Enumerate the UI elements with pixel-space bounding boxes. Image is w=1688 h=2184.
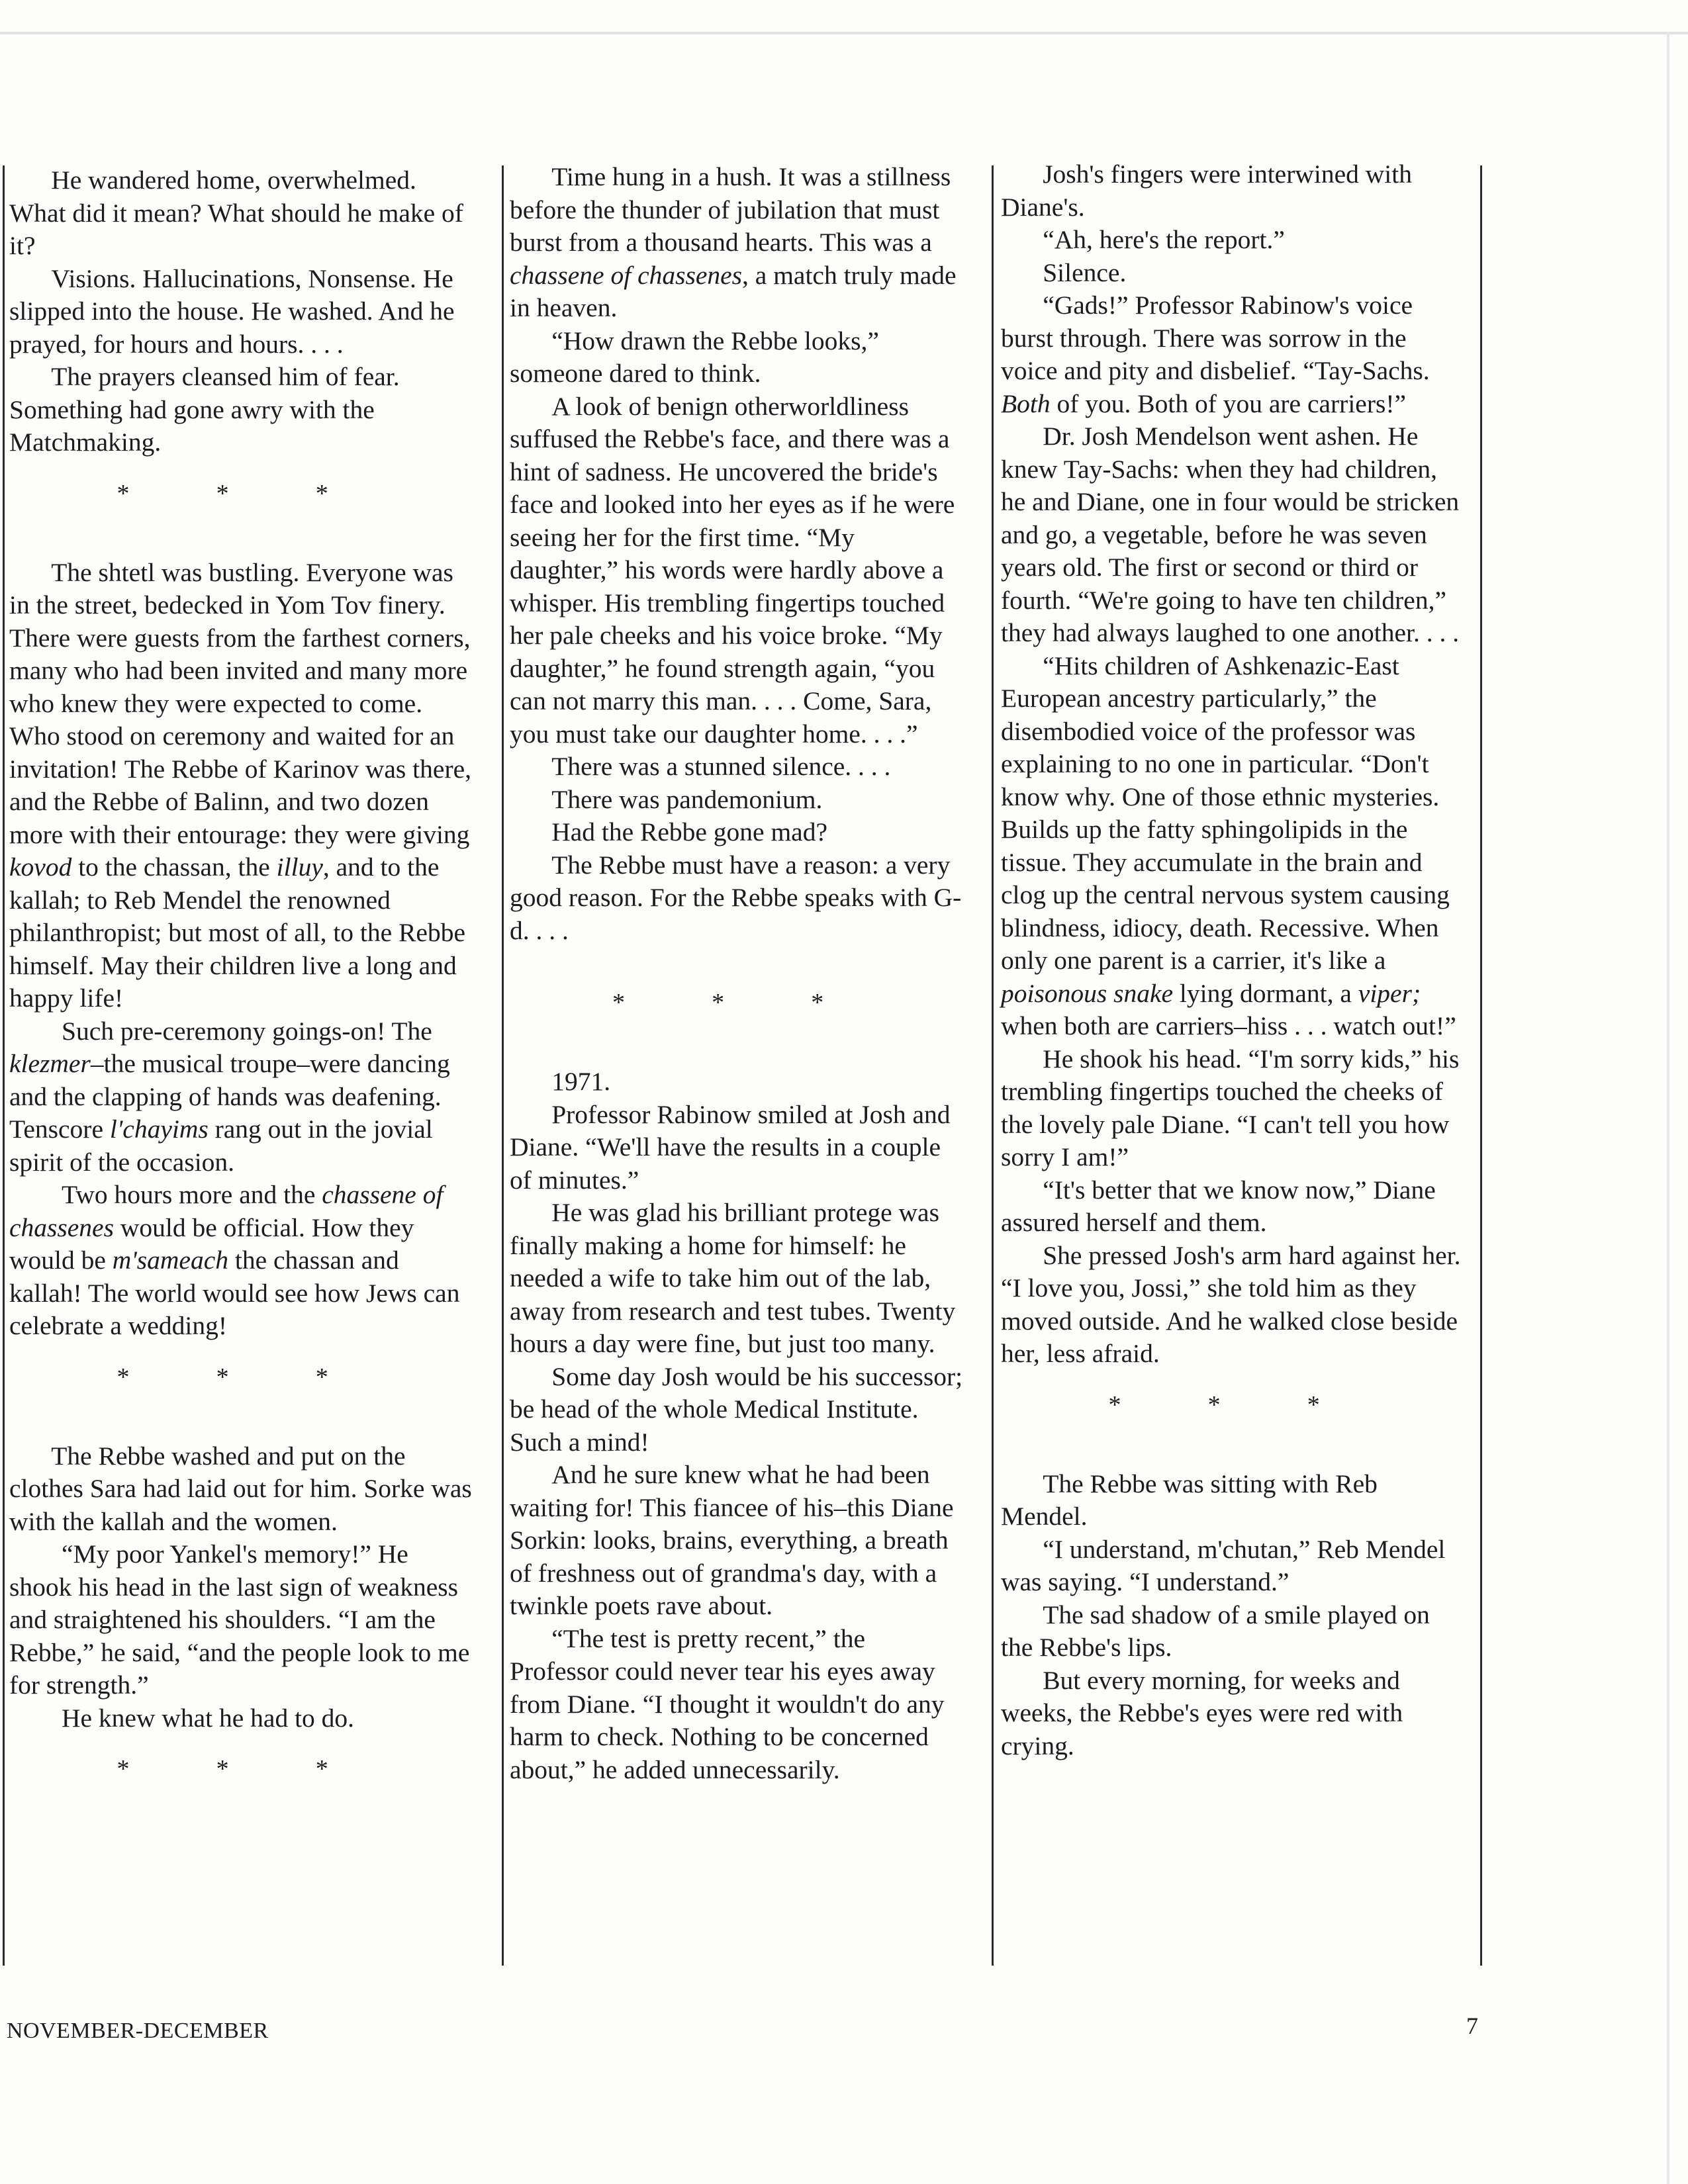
issue-date: NOVEMBER-DECEMBER bbox=[7, 2019, 269, 2043]
paragraph: “How drawn the Rebbe looks,” someone dared to think. bbox=[510, 326, 879, 388]
paragraph: The Rebbe must have a reason: a very good reason. For the Rebbe speaks with G-d. . . . bbox=[510, 850, 962, 945]
text-column-3 bbox=[1001, 158, 1468, 1762]
paragraph: There was pandemonium. bbox=[551, 784, 823, 814]
paragraph: Professor Rabinow smiled at Josh and Diane. “We'll have the results in a couple of minutes.” bbox=[510, 1099, 951, 1195]
paragraph: The sad shadow of a smile played on the Rebbe's lips. bbox=[1001, 1600, 1430, 1662]
paragraph: Some day Josh would be his successor; be head of the whole Medical Institute. Such a mind! bbox=[510, 1361, 963, 1457]
paragraph: The prayers cleansed him of fear. Something had gone awry with the Matchmaking. bbox=[9, 362, 400, 457]
page-edge-top bbox=[0, 32, 1688, 34]
paragraph: Time hung in a hush. It was a stillness before the thunder of jubilation that must burst from a thousand hearts. This was a chassene of chassenes, a match truly made in heaven. bbox=[510, 162, 957, 322]
paragraph: Visions. Hallucinations, Nonsense. He slipped into the house. He washed. And he prayed, for hours and hours. . . . bbox=[9, 263, 455, 359]
section-separator: * * * bbox=[612, 989, 864, 1017]
paragraph: “It's better that we know now,” Diane assured herself and them. bbox=[1001, 1175, 1436, 1237]
paragraph: He was glad his brilliant protege was finally making a home for himself: he needed a wife to take him out of the lab, away from research and test tubes. Twenty hours a day were fine, but just too many. bbox=[510, 1198, 956, 1358]
paragraph: “I understand, m'chutan,” Reb Mendel was saying. “I understand.” bbox=[1001, 1534, 1446, 1596]
paragraph: The Rebbe was sitting with Reb Mendel. bbox=[1001, 1469, 1378, 1531]
paragraph: She pressed Josh's arm hard against her. “I love you, Jossi,” she told him as they moved outside. And he walked close beside her, less afraid. bbox=[1001, 1240, 1461, 1368]
paragraph: Josh's fingers were interwined with Diane's. bbox=[1001, 159, 1412, 222]
paragraph: There was a stunned silence. . . . bbox=[551, 752, 891, 781]
paragraph: A look of benign otherworldliness suffused the Rebbe's face, and there was a hint of sadness. He uncovered the bride's face and looked into her eyes as if he were seeing her for the first time. “My daughter,” his words were hardly above a whisper. His trembling fingertips touched her pale cheeks and his voice broke. “My daughter,” he found strength again, “you can not marry this man. . . . Come, Sara, you must take our daughter home. . . .” bbox=[510, 391, 955, 749]
column-rule-1 bbox=[502, 165, 504, 1966]
paragraph: “Gads!” Professor Rabinow's voice burst through. There was sorrow in the voice and pity and disbelief. “Tay-Sachs. Both of you. Both of you are carriers!” bbox=[1001, 291, 1430, 418]
section-separator: * * * bbox=[117, 479, 369, 508]
column-rule-right bbox=[1480, 165, 1482, 1966]
paragraph: “The test is pretty recent,” the Professor could never tear his eyes away from Diane. “I thought it wouldn't do any harm to check. Nothing to be concerned about,” he added unnecessarily. bbox=[510, 1623, 945, 1784]
paragraph: Two hours more and the chassene of chassenes would be official. How they would be m'sameach the chassan and kallah! The world would see how Jews can celebrate a wedding! bbox=[9, 1180, 460, 1340]
page-number: 7 bbox=[1466, 2013, 1478, 2039]
column-rule-left bbox=[3, 165, 5, 1966]
paragraph: The Rebbe washed and put on the clothes Sara had laid out for him. Sorke was with the kallah and the women. bbox=[9, 1441, 472, 1536]
paragraph: “Ah, here's the report.” bbox=[1043, 225, 1285, 254]
paragraph: Dr. Josh Mendelson went ashen. He knew Tay-Sachs: when they had children, he and Diane, one in four would be stricken and go, a vegetable, before he was seven years old. The first or second or third or fourth. “We're going to have ten children,” they had always laughed to one another. . . . bbox=[1001, 422, 1460, 647]
text-column-1 bbox=[9, 164, 476, 1832]
section-separator: * * * bbox=[117, 1755, 369, 1783]
paragraph: “My poor Yankel's memory!” He shook his head in the last sign of weakness and straightened his shoulders. “I am the Rebbe,” he said, “and the people look to me for strength.” bbox=[9, 1539, 470, 1700]
paragraph: He shook his head. “I'm sorry kids,” his trembling fingertips touched the cheeks of the lovely pale Diane. “I can't tell you how sorry I am!” bbox=[1001, 1044, 1460, 1171]
paragraph: He knew what he had to do. bbox=[62, 1703, 355, 1733]
section-separator: * * * bbox=[1108, 1390, 1360, 1419]
paragraph: “Hits children of Ashkenazic-East European ancestry particularly,” the disembodied voice of the professor was explaining to no one in particular. “Don't know why. One of those ethnic mysteries. Builds up the fatty sphingolipids in the tissue. They accumulate in the brain and clog up the central nervous system causing blindness, idiocy, death. Recessive. When only one parent is a carrier, it's like a poisonous snake lying dormant, a viper; when both are carriers–hiss . . . watch out!” bbox=[1001, 651, 1456, 1040]
paragraph: He wandered home, overwhelmed. What did it mean? What should he make of it? bbox=[9, 165, 463, 260]
paragraph: Such pre-ceremony goings-on! The klezmer–the musical troupe–were dancing and the clapping of hands was deafening. Tenscore l'chayims rang out in the jovial spirit of the occasion. bbox=[9, 1016, 450, 1177]
page-edge-right bbox=[1667, 32, 1669, 2184]
paragraph: Silence. bbox=[1043, 257, 1127, 287]
paragraph: And he sure knew what he had been waiting for! This fiancee of his–this Diane Sorkin: looks, brains, everything, a breath of freshness out of grandma's day, with a twinkle poets rave about. bbox=[510, 1460, 954, 1620]
paragraph: The shtetl was bustling. Everyone was in the street, bedecked in Yom Tov finery. There were guests from the farthest corners, many who had been invited and many more who knew they were expected to come. Who stood on ceremony and waited for an invitation! The Rebbe of Karinov was there, and the Rebbe of Balinn, and two dozen more with their entourage: they were giving kovod to the chassan, the illuy, and to the kallah; to Reb Mendel the renowned philanthropist; but most of all, to the Rebbe himself. May their children live a long and happy life! bbox=[9, 557, 472, 1013]
text-column-2 bbox=[510, 161, 966, 1786]
section-separator: * * * bbox=[117, 1363, 369, 1391]
paragraph: 1971. bbox=[551, 1067, 611, 1096]
paragraph: Had the Rebbe gone mad? bbox=[551, 817, 827, 846]
paragraph: But every morning, for weeks and weeks, the Rebbe's eyes were red with crying. bbox=[1001, 1665, 1403, 1760]
column-rule-2 bbox=[992, 165, 994, 1966]
